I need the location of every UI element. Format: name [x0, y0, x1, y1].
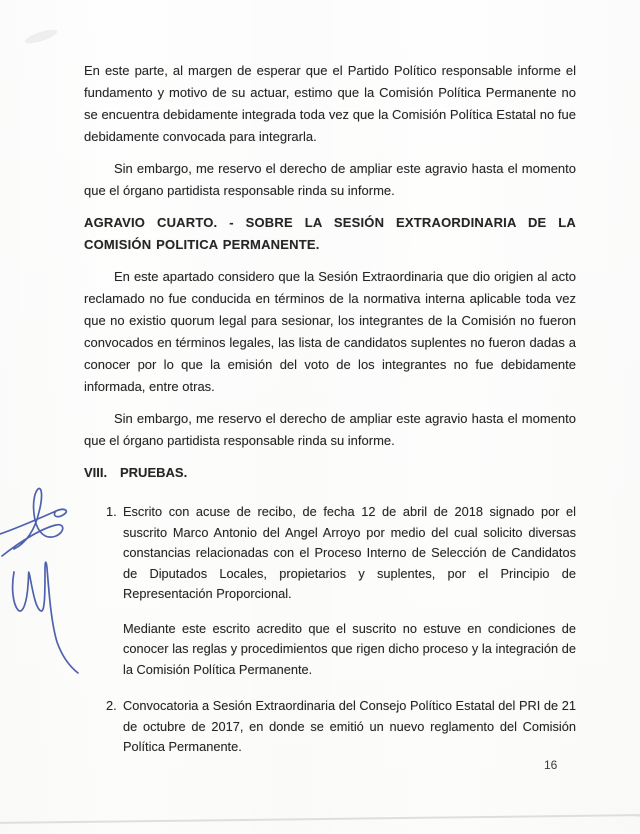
section-title: PRUEBAS.: [120, 465, 188, 480]
paragraph-reserva-derecho-2: Sin embargo, me reservo el derecho de ampliar este agravio hasta el momento que el órgano partidista responsable rinda su informe.: [84, 411, 576, 448]
list-item-evidence-2: [106, 696, 576, 758]
handwritten-ink-marks: [0, 480, 90, 680]
section-heading-pruebas: [84, 462, 576, 484]
evidence-list: [84, 502, 576, 758]
paragraph-sesion-extraordinaria: En este apartado considero que la Sesión Extraordinaria que dio origien al acto reclamado no fue conducida en términos de la normativa interna aplicable toda vez que no existio quorum legal para sesionar, los integrantes de la Comisión no fueron convocados en términos legales, las lista de candidatos suplentes no fueron dadas a conocer por lo que la emisión del voto de los integrantes no fue debidamente informada, entre otras.: [84, 269, 576, 394]
list-item-text: Escrito con acuse de recibo, de fecha 12 de abril de 2018 signado por el suscrito Marco Antonio del Angel Arroyo por medio del cual solicito diversas constancias relacionadas con el Proceso Interno de Selección de Candidatos de Diputados Locales, propietarios y suplentes, por el Principio de Representación Proporcional.: [123, 504, 576, 601]
list-item-number: 1.: [106, 504, 117, 519]
list-item-evidence-1: [106, 502, 576, 605]
document-body: [84, 60, 576, 772]
list-item-followup-paragraph: Mediante este escrito acredito que el suscrito no estuve en condiciones de conocer las reglas y procedimientos que rigen dicho proceso y la integración de la Comisión Política Permanente.: [123, 620, 576, 677]
ink-scribble-crossline: [0, 509, 66, 534]
paragraph-partido-politico: En este parte, al margen de esperar que el Partido Político responsable informe el fundamento y motivo de su actuar, estimo que la Comisión Política Permanente no se encuentra debidamente integrada toda vez que la Comisión Política Estatal no fue debidamente convocada para integrarla.: [84, 63, 576, 144]
list-item-text: Convocatoria a Sesión Extraordinaria del Consejo Político Estatal del PRI de 21 de octubre de 2017, en donde se emitió un nuevo reglamento del Comisión Política Permanente.: [123, 698, 576, 754]
scan-edge-artifact: [0, 814, 640, 824]
scan-smudge-artifact: [23, 27, 58, 46]
heading-agravio-cuarto: AGRAVIO CUARTO. - SOBRE LA SESIÓN EXTRAORDINARIA DE LA COMISIÓN POLITICA PERMANENTE.: [84, 215, 576, 252]
paragraph-reserva-derecho-1: Sin embargo, me reservo el derecho de ampliar este agravio hasta el momento que el órgano partidista responsable rinda su informe.: [84, 161, 576, 198]
ink-scribble-initial-tail: [13, 562, 78, 673]
section-number: VIII.: [84, 465, 108, 480]
page-number: 16: [544, 758, 558, 772]
list-item-number: 2.: [106, 698, 117, 713]
ink-scribble-flourish: [2, 489, 63, 556]
